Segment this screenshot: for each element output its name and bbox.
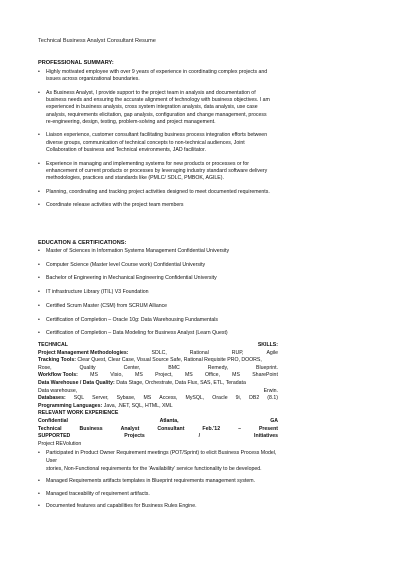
education-item <box>38 330 278 337</box>
bullet-line: experienced in business analysis, cross system integration analysis, data analysis, use case <box>46 104 258 111</box>
skill-label-prog: Programming Languages: <box>38 402 103 409</box>
skill-word: MS <box>232 372 240 379</box>
work-item <box>38 450 278 473</box>
skills-heading-left: TECHNICAL <box>38 342 68 348</box>
bullet-icon: • <box>38 69 40 75</box>
bullet-icon: • <box>38 89 40 96</box>
education-list <box>38 248 278 337</box>
education-item <box>38 275 278 282</box>
summary-list <box>38 69 278 210</box>
education-text: Certification of Completion – Data Modeling for Business Analyst (Learn Quest) <box>46 330 228 337</box>
bullet-icon: • <box>38 316 40 323</box>
bullet-line: enhancement of current products or processes by leveraging industry standard software delivery <box>46 167 268 174</box>
skills-heading-right: SKILLS: <box>257 342 278 348</box>
summary-item <box>38 161 278 183</box>
skill-word: MS <box>143 395 152 402</box>
skill-row-tracking <box>38 357 278 365</box>
skill-label-workflow: Workflow Tools: <box>38 372 78 379</box>
bullet-icon: • <box>38 132 40 139</box>
bullet-icon: • <box>38 478 40 485</box>
bullet-line: As Business Analyst, I provide support to the project team in analysis and documentation of <box>46 89 256 96</box>
skills-heading <box>38 342 278 350</box>
bullet-line: Highly motivated employee with over 9 years of experience in coordinating complex projects and <box>46 69 268 75</box>
bullet-icon: • <box>38 248 40 254</box>
role-word: – <box>238 425 241 432</box>
role-word: Analyst <box>120 425 140 432</box>
education-text: Computer Science (Master level Course work) Confidential University <box>46 261 206 268</box>
document-title: Technical Business Analyst Consultant Resume <box>38 38 156 44</box>
bullet-line: issues across organizational boundaries. <box>46 76 140 83</box>
bullet-line: Documented features and capabilities for Business Rules Engine. <box>46 503 197 510</box>
work-item <box>38 491 278 499</box>
bullet-line: Managed traceability of requirement artifacts. <box>46 490 150 497</box>
bullet-icon: • <box>38 330 40 337</box>
bullet-line: Liaison experience, customer consultant facilitating business process integration efforts between <box>46 132 268 139</box>
projects-word: Initiatives <box>254 433 278 440</box>
skill-word: Visio, <box>110 372 123 379</box>
skill-row-tracking-cont <box>38 365 278 373</box>
bullet-icon: • <box>38 302 40 309</box>
projects-word: / <box>198 433 201 440</box>
skill-word: BMC <box>168 364 180 371</box>
bullet-icon: • <box>38 275 40 282</box>
work-item <box>38 503 278 511</box>
bullet-icon: • <box>38 160 40 167</box>
bullet-icon: • <box>38 202 40 209</box>
skill-word: DB2 <box>249 395 260 402</box>
role-word: Technical <box>38 425 62 432</box>
summary-item <box>38 132 278 154</box>
skill-label-db: Databases: <box>38 395 66 402</box>
bullet-line: methodologies, practices and standards like (PMLC/ SDLC, PMBOK, AGILE). <box>46 174 224 181</box>
skill-word: MS <box>90 372 98 379</box>
work-heading: RELEVANT WORK EXPERIENCE <box>38 410 119 417</box>
bullet-line: re-engineering, design, testing, problem-solving and project management. <box>46 118 216 125</box>
bullet-line: stories, Non-Functional requirements for the 'Availability' service functionality to be developed. <box>46 465 262 472</box>
bullet-icon: • <box>38 261 40 268</box>
skill-word: (8.1) <box>267 395 278 402</box>
summary-item <box>38 90 278 126</box>
employer-name: Confidential <box>38 417 68 424</box>
skill-word: MySQL, <box>185 395 205 402</box>
education-item <box>38 289 278 296</box>
role-word: Consultant <box>157 425 185 432</box>
bullet-line: diverse groups, communication of technical concepts to non-technical audiences, Joint <box>46 139 245 146</box>
role-word: Present <box>258 425 278 432</box>
skill-word: Access, <box>159 395 178 402</box>
bullet-line: analysis, requirements elicitation, gap analysis, configuration and change management, process <box>46 111 267 118</box>
education-item <box>38 303 278 310</box>
skill-word: Rational <box>189 349 209 356</box>
skill-row-dw <box>38 380 278 388</box>
bullet-line: Managed Requirements artifacts templates in Blueprint requirements management system. <box>46 478 256 485</box>
employer-location: Atlanta, <box>159 417 179 424</box>
skill-word: Office, <box>205 372 220 379</box>
skill-word: Rose, <box>38 364 52 371</box>
role-word: Feb.'12 <box>202 425 221 432</box>
education-text: Bachelor of Engineering in Mechanical Engineering Confidential University <box>46 275 217 282</box>
skill-prog-value: Java, .NET, SQL, HTML, XML <box>102 402 173 409</box>
bullet-icon: • <box>38 450 40 457</box>
skill-row-pm <box>38 350 278 358</box>
bullet-line: Participated in Product Owner Requirement meetings (POT/Sprint) to elicit Business Process Model, User <box>46 450 277 464</box>
bullet-line: Experience in managing and implementing systems for new products or processes or for <box>46 160 249 167</box>
bullet-icon: • <box>38 188 40 195</box>
education-item <box>38 317 278 324</box>
skill-word: Sybase, <box>116 395 136 402</box>
bullet-icon: • <box>38 490 40 497</box>
skill-word: 9i, <box>235 395 242 402</box>
projects-row <box>38 433 278 441</box>
skill-word: SDLC, <box>151 349 167 356</box>
skill-row-workflow <box>38 372 278 380</box>
skill-row-db <box>38 395 278 403</box>
bullet-line: Planning, coordinating and tracking project activities designed to meet documented requirements. <box>46 188 270 195</box>
education-item <box>38 262 278 269</box>
skill-tracking-line1: Clear Quest, Clear Case, Visual Source Safe, Rational Requisite PRO, DOORS, <box>75 357 262 364</box>
skill-word: MS <box>135 372 143 379</box>
projects-word: Projects <box>124 433 145 440</box>
skill-word: Oracle <box>212 395 228 402</box>
bullet-line: business needs and ensuring the accurate alignment of technology with business objectives. I am <box>46 97 270 104</box>
summary-heading: PROFESSIONAL SUMMARY: <box>38 60 114 66</box>
education-text: Certification of Completion – Oracle 10g: Data Warehousing Fundamentals <box>46 316 218 323</box>
work-item <box>38 478 278 486</box>
skill-dw-line2b: Erwin. <box>263 387 278 394</box>
skill-row-dw-cont <box>38 388 278 396</box>
role-row <box>38 426 278 434</box>
skill-word: Agile <box>266 349 278 356</box>
skill-word: Center, <box>123 364 141 371</box>
skill-dw-line2a: Data warehouse, <box>38 387 78 394</box>
skill-word: Server, <box>92 395 109 402</box>
skill-label-tracking: Tracking Tools: <box>38 357 76 364</box>
bullet-line: Coordinate release activities with the project team members <box>46 202 184 209</box>
projects-word: SUPPORTED <box>38 433 71 440</box>
bullet-line: Collaboration of business and Technical environments, JAD facilitator. <box>46 146 206 153</box>
bullet-icon: • <box>38 289 40 296</box>
education-text: Master of Sciences in Information Systems Management Confidential University <box>46 248 230 254</box>
skill-word: Remedy, <box>207 364 229 371</box>
skill-word: SharePoint <box>252 372 278 379</box>
skill-word: MS <box>184 372 193 379</box>
skill-dw-line1: Data Stage, Orchestrate, Data Flux, SAS, ETL, Teradata <box>114 379 246 386</box>
skill-label-dw: Data Warehouse / Data Quality: <box>38 379 115 386</box>
skill-word: Project, <box>155 372 173 379</box>
project-name: Project REVolution <box>38 440 82 447</box>
technical-skills-section <box>38 342 278 511</box>
summary-item <box>38 189 278 196</box>
skill-word: Quality <box>79 364 96 371</box>
education-text: IT infrastructure Library (ITIL) V3 Foundation <box>46 289 149 296</box>
skill-row-prog <box>38 403 278 411</box>
role-word: Business <box>79 425 103 432</box>
skill-label-pm: Project Management Methodologies: <box>38 349 129 356</box>
employer-state: GA <box>270 417 278 424</box>
education-item <box>38 248 278 255</box>
summary-item <box>38 202 278 209</box>
summary-item <box>38 69 278 83</box>
education-heading: EDUCATION & CERTIFICATIONS: <box>38 240 127 246</box>
employer-row <box>38 418 278 426</box>
bullet-icon: • <box>38 503 40 510</box>
skill-word: SQL <box>73 395 85 402</box>
education-text: Certified Scrum Master (CSM) from SCRUM Alliance <box>46 302 168 309</box>
skill-word: RUP, <box>231 349 244 356</box>
skill-word: Blueprint. <box>256 364 278 371</box>
